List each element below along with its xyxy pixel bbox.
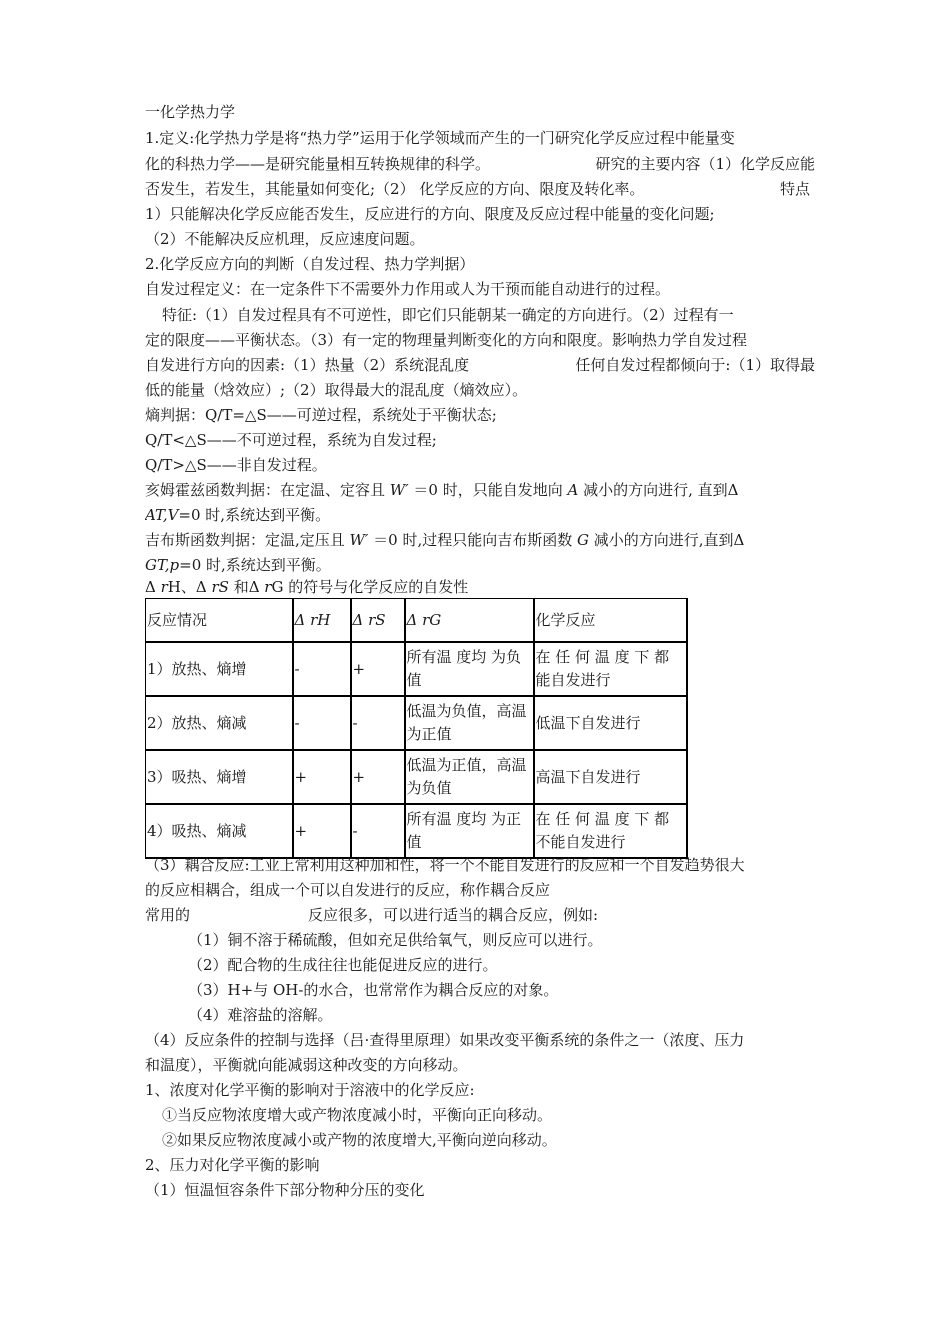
feature-line-1: 1）只能解决化学反应能否发生，反应进行的方向、限度及反应过程中能量的变化问题; [145, 205, 715, 223]
table-cell: 低温为负值，高温为正值 [405, 696, 534, 750]
table-cell: 低温为正值，高温为负值 [405, 750, 534, 804]
header-delta-rg: Δ rG [405, 599, 534, 643]
coupling-line-3a: 常用的 [145, 906, 191, 924]
concentration-item-1: ①当反应物浓度增大或产物浓度减小时，平衡向正向移动。 [162, 1106, 553, 1124]
table-cell: 4）吸热、熵减 [146, 804, 293, 858]
table-cell: 1）放热、熵增 [146, 642, 293, 696]
entropy-criterion-3: Q/T>△S——非自发过程。 [145, 456, 327, 474]
table-row [146, 696, 687, 750]
spontaneous-feature-1: 特征:（1）自发过程具有不可逆性，即它们只能朝某一确定的方向进行。（2）过程有一 [162, 306, 734, 324]
table-row [146, 750, 687, 804]
gibbs-text-c: 减小的方向进行,直到Δ [588, 531, 745, 549]
header-chemical-reaction: 化学反应 [534, 599, 687, 643]
gibbs-text-a: 吉布斯函数判据：定温,定压且 [145, 531, 350, 549]
gibbs-w: W′ [349, 531, 369, 549]
spontaneous-feature-4: 低的能量（焓效应）;（2）取得最大的混乱度（熵效应）。 [145, 381, 528, 399]
concentration-item-2: ②如果反应物浓度减小或产物的浓度增大,平衡向逆向移动。 [162, 1131, 557, 1149]
helmholtz-criterion [145, 478, 815, 502]
header-reaction-case: 反应情况 [146, 599, 293, 643]
helmholtz-at-v: AT,V [145, 506, 179, 524]
le-chatelier-line-2: 和温度），平衡就向能减弱这种改变的方向移动。 [145, 1056, 468, 1074]
coupling-example-3: （3）H+与 OH-的水合，也常常作为耦合反应的对象。 [188, 981, 559, 999]
table-cell: + [293, 804, 351, 858]
table-cell: - [351, 804, 405, 858]
definition-line-3b: 特点 [779, 180, 810, 198]
table-cell: 高温下自发进行 [534, 750, 687, 804]
spontaneity-table [145, 598, 688, 859]
gibbs-g: G [577, 531, 589, 549]
section-2-title: 2.化学反应方向的判断（自发过程、热力学判据） [145, 255, 475, 273]
coupling-example-2: （2）配合物的生成往往也能促进反应的进行。 [188, 956, 498, 974]
pressure-item-1: （1）恒温恒容条件下部分物种分压的变化 [145, 1181, 425, 1199]
header-delta-rs: Δ rS [351, 599, 405, 643]
coupling-example-4: （4）难溶盐的溶解。 [188, 1006, 333, 1024]
definition-line-2b: 研究的主要内容（1）化学反应能 [595, 155, 815, 173]
table-cell: 所有温 度均 为正值 [405, 804, 534, 858]
table-cell: 3）吸热、熵增 [146, 750, 293, 804]
entropy-criterion-2: Q/T<△S——不可逆过程，系统为自发过程; [145, 431, 437, 449]
helmholtz-a: A [567, 481, 579, 499]
helmholtz-text-d: =0 时,系统达到平衡。 [178, 506, 331, 524]
helmholtz-text-c: 减小的方向进行, 直到Δ [578, 481, 739, 499]
coupling-line-3 [145, 903, 815, 927]
caption-d: G 的符号与化学反应的自发性 [271, 578, 469, 596]
table-row [146, 804, 687, 858]
table-cell: + [351, 750, 405, 804]
table-cell: 低温下自发进行 [534, 696, 687, 750]
table-cell: 在 任 何 温 度 下 都 不能自发进行 [534, 804, 687, 858]
helmholtz-text-b: ＝0 时，只能自发地向 [408, 481, 568, 499]
feature-line-2: （2）不能解决反应机理，反应速度问题。 [145, 230, 425, 248]
table-cell: + [293, 750, 351, 804]
gibbs-text-d: =0 时,系统达到平衡。 [179, 556, 331, 574]
spontaneous-definition: 自发过程定义：在一定条件下不需要外力作用或人为干预而能自动进行的过程。 [145, 280, 671, 298]
caption-r3: r [264, 578, 272, 596]
table-header-row [146, 599, 687, 643]
table-caption [145, 575, 815, 599]
definition-line-2 [145, 152, 815, 176]
table-cell: 所有温 度均 为负值 [405, 642, 534, 696]
coupling-line-1: （3）耦合反应:工业上常利用这种加和性，将一个不能自发进行的反应和一个自发趋势很大 [145, 856, 745, 874]
caption-r2: rS [211, 578, 229, 596]
caption-a: Δ [145, 578, 161, 596]
caption-b: H、Δ [167, 578, 212, 596]
table-cell: 2）放热、熵减 [146, 696, 293, 750]
caption-c: 和Δ [228, 578, 265, 596]
gibbs-criterion-2 [145, 553, 815, 577]
table-cell: - [293, 696, 351, 750]
definition-line-3 [145, 177, 810, 201]
coupling-example-1: （1）铜不溶于稀硫酸，但如充足供给氧气，则反应可以进行。 [188, 931, 603, 949]
definition-line-1: 1.定义:化学热力学是将“热力学”运用于化学领域而产生的一门研究化学反应过程中能量变 [145, 129, 735, 147]
definition-line-3a: 否发生，若发生，其能量如何变化;（2） 化学反应的方向、限度及转化率。 [145, 180, 645, 198]
section-title: 一化学热力学 [145, 103, 236, 121]
table-cell: 在 任 何 温 度 下 都 能自发进行 [534, 642, 687, 696]
definition-line-2a: 化的科热力学——是研究能量相互转换规律的科学。 [145, 155, 491, 173]
gibbs-gt-p: GT,p [145, 556, 180, 574]
helmholtz-text-a: 亥姆霍兹函数判据：在定温、定容且 [145, 481, 390, 499]
coupling-line-3b: 反应很多，可以进行适当的耦合反应，例如: [308, 906, 599, 924]
spontaneous-feature-3a: 自发进行方向的因素:（1）热量（2）系统混乱度 [145, 356, 470, 374]
caption-r1: r [160, 578, 168, 596]
pressure-title: 2、压力对化学平衡的影响 [145, 1156, 320, 1174]
le-chatelier-line-1: （4）反应条件的控制与选择（吕·查得里原理）如果改变平衡系统的条件之一（浓度、压力 [145, 1031, 745, 1049]
coupling-line-2: 的反应相耦合，组成一个可以自发进行的反应，称作耦合反应 [145, 881, 551, 899]
table-row [146, 642, 687, 696]
helmholtz-criterion-2 [145, 503, 815, 527]
gibbs-criterion [145, 528, 815, 552]
table-cell: + [351, 642, 405, 696]
spontaneous-feature-3 [145, 353, 815, 377]
helmholtz-w: W′ [389, 481, 409, 499]
spontaneous-feature-3b: 任何自发过程都倾向于:（1）取得最 [575, 356, 815, 374]
concentration-title: 1、浓度对化学平衡的影响对于溶液中的化学反应: [145, 1081, 475, 1099]
header-delta-rh: Δ rH [293, 599, 351, 643]
spontaneous-feature-2: 定的限度——平衡状态。（3）有一定的物理量判断变化的方向和限度。影响热力学自发过程 [145, 331, 748, 349]
table-cell: - [293, 642, 351, 696]
entropy-criterion-1: 熵判据：Q/T=△S——可逆过程，系统处于平衡状态; [145, 406, 497, 424]
gibbs-text-b: ＝0 时,过程只能向吉布斯函数 [368, 531, 577, 549]
table-cell: - [351, 696, 405, 750]
